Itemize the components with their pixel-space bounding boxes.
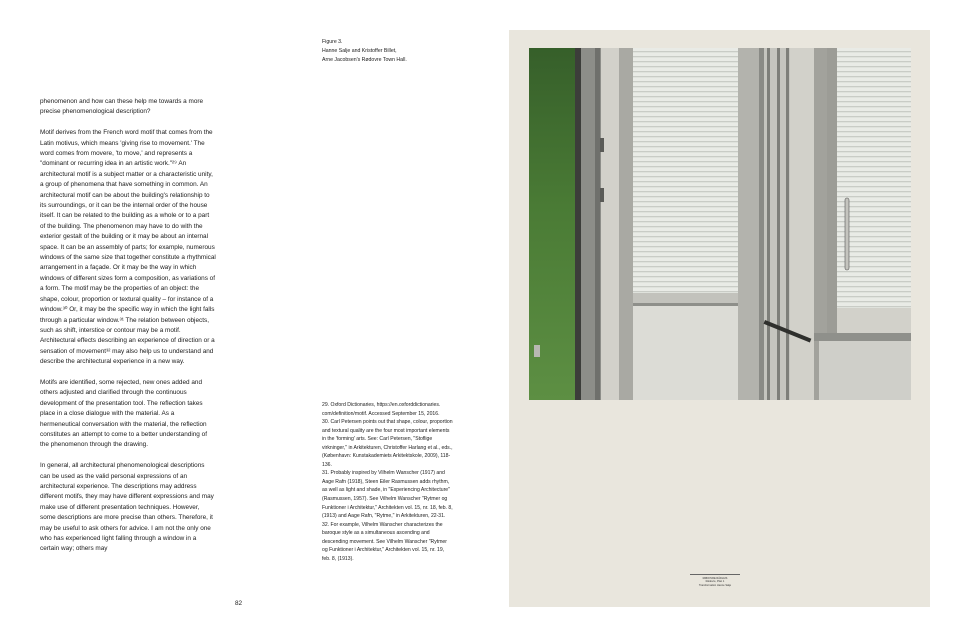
blinds-upper-left xyxy=(632,48,738,293)
plate-label-line: Transformation Hanne Salje xyxy=(698,583,732,587)
frame-post-shadow xyxy=(595,48,600,400)
figure-subject: Arne Jacobsen's Rødovre Town Hall. xyxy=(322,57,407,63)
figure-caption xyxy=(322,38,452,65)
light-switch xyxy=(534,345,540,357)
window-frame xyxy=(619,48,633,400)
body-paragraph: Motifs are identified, some rejected, new ones added and others adjusted and clarified through the continuous development of the presentation tool. The reflection takes place in a close dialogue with the material. As a hermeneutical conversation with the material, the reflection constitutes an attempt to come to a better understanding of the phenomenon through the drawing. xyxy=(40,378,207,449)
door-handle xyxy=(845,198,849,270)
body-paragraph: Motif derives from the French word motif that comes from the Latin motivus, which means 'giving rise to movement.' The word comes from movere, 'to move,' and represents a "dominant or recurring idea in an artistic work."²⁹ An architectural motif is a subject matter or a characteristic unity, a group of phenomena that have something in common. An architectural motif can be about the building's relationship to its surroundings, or it can be the internal order of the house itself. It can be related to the building as a whole or to a part of the building. The phenomenon may have to do with the exterior gestalt of the building or it may be about an internal space. It can be an assembly of parts; for example, numerous windows of the same size that together constitute a rhythmical arrangement in a façade. Or it may be the way in which windows of different sizes form a composition, as variations of a form. The motif may be the properties of an object: the shape, colour, proportion or textural quality – for instance of a window.³⁰ Or, it may be the specific way in which the light falls through a particular window.³¹ The relation between objects, such as shift, interstice or contour may be a motif. Architectural effects describing an experience of direction or a sensation of movement³² may also help us to understand and describe the architectural experience in a new way. xyxy=(40,129,216,366)
window-drawing xyxy=(529,48,911,400)
hinge xyxy=(600,138,604,152)
sill-shelf-edge xyxy=(624,303,739,306)
body-paragraph: phenomenon and how can these help me towards a more precise phenomenological description? xyxy=(40,98,204,116)
plate-label-line: Rødovre, Plan 1 xyxy=(705,580,725,584)
page-number: 82 xyxy=(235,600,243,607)
thin-post xyxy=(777,48,780,400)
footnote: 29. Oxford Dictionaries, https://en.oxforddictionaries. com/definition/motif. Accessed September 15, 2016. xyxy=(322,402,441,417)
plate-label xyxy=(690,574,740,587)
plate-label-line: RØDOVRE RÅDHUS xyxy=(702,577,728,580)
footnotes xyxy=(322,401,454,563)
figure-label: Figure 3. xyxy=(322,39,343,45)
thin-post xyxy=(786,48,789,400)
body-text-column xyxy=(40,97,216,565)
footnote: 30. Carl Petersen points out that shape, colour, proportion and textural quality are the four most important elements in the 'forming' arts. See: Carl Petersen, "Stoflige virkninger," in Arkitekturen, Christoffer Harlang et al., eds., (København: Kunstakademiets Arkitektskole, 2009), 118-136. xyxy=(322,419,453,468)
blinds-right xyxy=(829,48,911,308)
body-paragraph: In general, all architectural phenomenological descriptions can be used as the valid personal expressions of an architectural experience. The descriptions may address different motifs, they may have different expressions and may make use of different presentation techniques. However, some descriptions are more precise than others. Therefore, it may be useful to ask others for advice. I am not the only one who has experienced light falling through a window in a certain way; others may xyxy=(40,462,214,553)
hinge xyxy=(600,188,604,202)
thin-post xyxy=(767,48,770,400)
transom xyxy=(814,333,911,341)
footnote: 32. For example, Vilhelm Wanscher characterizes the baroque style as a simultaneous ascending and descending movement. See Vilhelm Wanscher "Rytmer og Funktioner i Architektur," Architekten vol. 15, nr. 19, feb. 8, (1913). xyxy=(322,521,447,562)
door-post-edge xyxy=(759,48,764,400)
figure-authors: Hanne Salje and Kristoffer Billet, xyxy=(322,48,397,54)
lower-right-panel xyxy=(819,341,911,400)
footnote: 31. Probably inspired by Vilhelm Wanscher (1917) and Aage Rafn (1918), Steen Eiler Rasmussen adds rhythm, as well as light and shade, in "Experiencing Architecture" (Rasmussen, 1957). See Vilhelm Wanscher "Rytmer og Funktioner i Architektur," Architekten vol. 15, nr. 18, feb. 8, (1913) and Aage Rafn, "Rytme," in Arkitekturen, 22-31. xyxy=(322,470,453,520)
lower-panel xyxy=(632,306,738,400)
